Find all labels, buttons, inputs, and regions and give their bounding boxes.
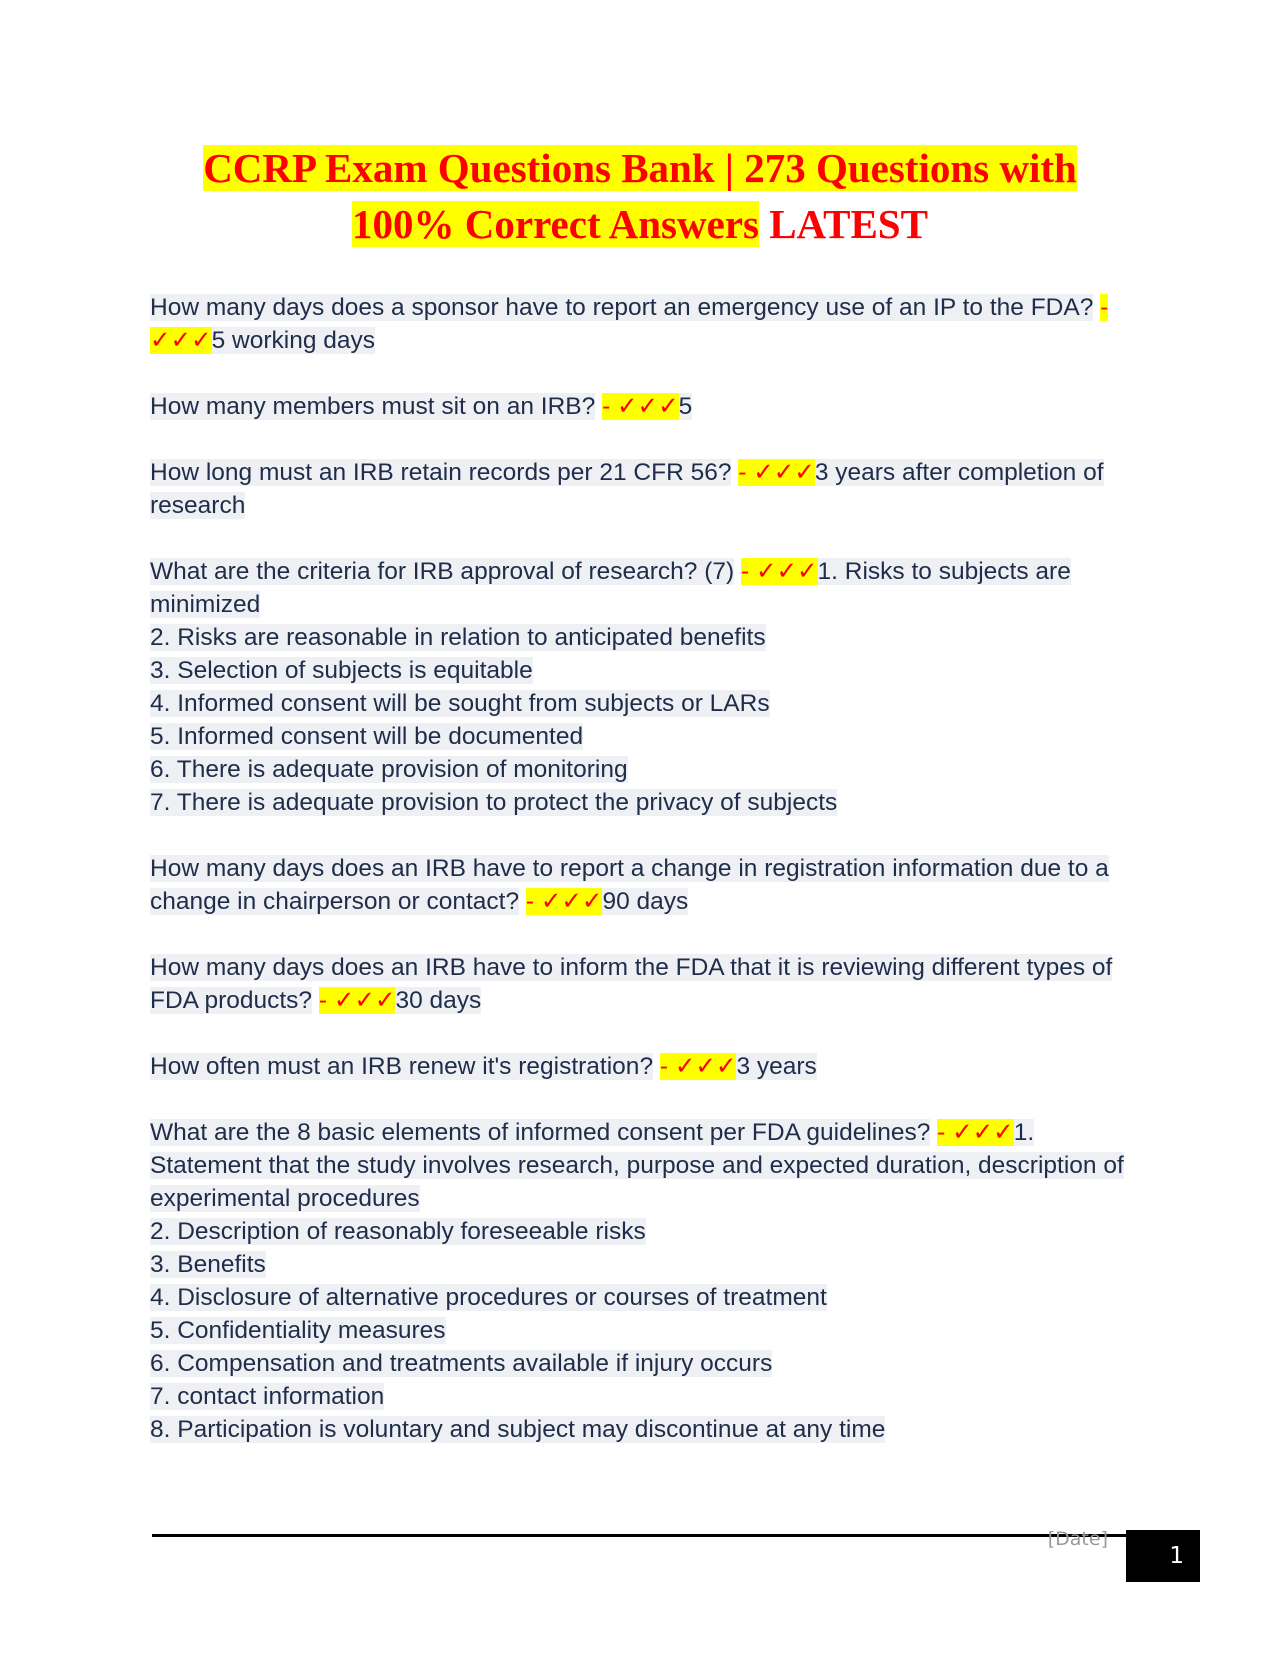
answer-list-item: 6. Compensation and treatments available if injury occurs — [150, 1350, 773, 1377]
answer-list-item: 2. Risks are reasonable in relation to anticipated benefits — [150, 624, 766, 651]
answer-text: 1. Risks to subjects are minimized — [150, 558, 1071, 618]
question-text: How many members must sit on an IRB? — [150, 393, 596, 420]
answer-list-item: 3. Selection of subjects is equitable — [150, 657, 533, 684]
qa-item — [150, 951, 1140, 1017]
answer-checkmark-icon: - ✓✓✓ — [659, 1053, 737, 1080]
qa-item — [150, 555, 1140, 819]
page-number: 1 — [1169, 1543, 1184, 1569]
answer-checkmark-icon: - ✓✓✓ — [738, 459, 815, 486]
qa-item — [150, 291, 1140, 357]
answer-checkmark-icon: - ✓✓✓ — [602, 393, 679, 420]
answer-list-item: 4. Disclosure of alternative procedures or courses of treatment — [150, 1284, 827, 1311]
answer-checkmark-icon: - ✓✓✓ — [318, 987, 396, 1014]
question-text: How many days does an IRB have to report a change in registration information due to a change in chairperson or contact? — [150, 855, 1109, 915]
answer-list-item: 8. Participation is voluntary and subject may discontinue at any time — [150, 1416, 886, 1443]
footer-date: [Date] — [1047, 1528, 1108, 1550]
answer-text: 90 days — [602, 888, 689, 915]
answer-list-item: 7. There is adequate provision to protect the privacy of subjects — [150, 789, 838, 816]
title-line-1: CCRP Exam Questions Bank | 273 Questions with — [203, 145, 1077, 191]
qa-item — [150, 1116, 1140, 1446]
answer-checkmark-icon: - ✓✓✓ — [150, 294, 1109, 354]
answer-text: 5 — [678, 393, 693, 420]
answer-list-item: 3. Benefits — [150, 1251, 266, 1278]
qa-text — [150, 1050, 1140, 1083]
question-text: How many days does an IRB have to inform the FDA that it is reviewing different types of FDA products? — [150, 954, 1113, 1014]
qa-list — [150, 291, 1140, 1479]
qa-text — [150, 291, 1140, 357]
question-text: How long must an IRB retain records per 21 CFR 56? — [150, 459, 732, 486]
document-title — [150, 140, 1130, 252]
answer-text: 1. Statement that the study involves research, purpose and expected duration, description of experimental procedures — [150, 1119, 1124, 1212]
qa-item — [150, 390, 1140, 423]
qa-text — [150, 1116, 1140, 1215]
qa-text — [150, 456, 1140, 522]
answer-list-item: 4. Informed consent will be sought from subjects or LARs — [150, 690, 770, 717]
qa-text — [150, 951, 1140, 1017]
title-line-2-rest: LATEST — [758, 201, 928, 247]
answer-text: 3 years — [736, 1053, 817, 1080]
title-line-2-highlight: 100% Correct Answers — [352, 201, 759, 247]
answer-text: 30 days — [395, 987, 482, 1014]
answer-checkmark-icon: - ✓✓✓ — [937, 1119, 1014, 1146]
qa-text — [150, 852, 1140, 918]
qa-item — [150, 852, 1140, 918]
question-text: What are the criteria for IRB approval of research? (7) — [150, 558, 735, 585]
answer-text: 5 working days — [211, 327, 376, 354]
qa-item — [150, 456, 1140, 522]
answer-list-item: 6. There is adequate provision of monitoring — [150, 756, 628, 783]
qa-text — [150, 390, 1140, 423]
answer-checkmark-icon: - ✓✓✓ — [740, 558, 818, 585]
question-text: How often must an IRB renew it's registration? — [150, 1053, 654, 1080]
page-number-box — [1126, 1530, 1200, 1582]
question-text: What are the 8 basic elements of informed consent per FDA guidelines? — [150, 1119, 931, 1146]
answer-list-item: 5. Confidentiality measures — [150, 1317, 446, 1344]
qa-text — [150, 555, 1140, 621]
answer-list-item: 2. Description of reasonably foreseeable risks — [150, 1218, 646, 1245]
answer-list-item: 7. contact information — [150, 1383, 385, 1410]
answer-checkmark-icon: - ✓✓✓ — [525, 888, 603, 915]
answer-list-item: 5. Informed consent will be documented — [150, 723, 584, 750]
answer-text: 3 years after completion of research — [150, 459, 1104, 519]
qa-item — [150, 1050, 1140, 1083]
question-text: How many days does a sponsor have to report an emergency use of an IP to the FDA? — [150, 294, 1094, 321]
